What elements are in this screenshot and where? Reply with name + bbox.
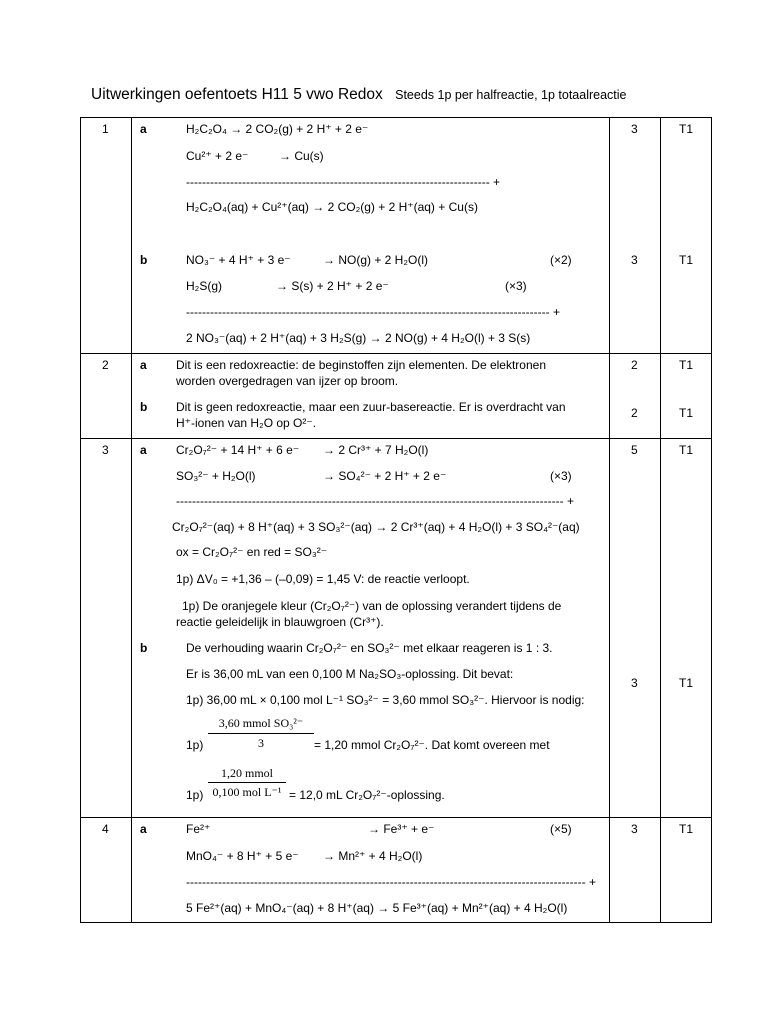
taxonomy-code: T1 xyxy=(679,253,694,267)
voltage-calculation: 1p) ΔV₀ = +1,36 – (–0,09) = 1,45 V: de reactie verloopt. xyxy=(176,572,470,586)
question-number: 3 xyxy=(102,443,109,457)
half-reaction-right: → S(s) + 2 H⁺ + 2 e⁻ xyxy=(276,279,389,293)
sum-divider: ------------------------------------------------------------------------------------------- + xyxy=(186,305,560,319)
oxidator-reductor: ox = Cr₂O₇²⁻ en red = SO₃²⁻ xyxy=(176,545,328,559)
multiplication-factor: (×3) xyxy=(505,279,527,293)
answer-cell xyxy=(132,118,610,354)
multiplication-factor: (×3) xyxy=(550,469,572,483)
half-reaction-left: Cr₂O₇²⁻ + 14 H⁺ + 6 e⁻ xyxy=(176,443,300,457)
colour-change-text: 1p) De oranjegele kleur (Cr₂O₇²⁻) van de oplossing verandert tijdens de xyxy=(182,599,562,613)
question-row-2 xyxy=(81,354,712,439)
calculation-step: = 12,0 mL Cr₂O₇²⁻-oplossing. xyxy=(289,788,445,802)
taxonomy-code: T1 xyxy=(679,822,694,836)
fraction-numerator: 3,60 mmol SO₃²⁻ xyxy=(218,716,304,730)
answer-text: H⁺-ionen van H₂O op O²⁻. xyxy=(176,416,317,430)
part-label-b: b xyxy=(140,253,148,267)
title-subtitle: Steeds 1p per halfreactie, 1p totaalreactie xyxy=(395,88,627,102)
calculation-step: = 1,20 mmol Cr₂O₇²⁻. Dat komt overeen met xyxy=(314,738,550,752)
points-value: 3 xyxy=(631,676,638,690)
title-main: Uitwerkingen oefentoets H11 5 vwo Redox xyxy=(91,86,383,103)
fraction-numerator: 1,20 mmol xyxy=(220,766,273,780)
points-value: 3 xyxy=(631,253,638,267)
answer-text: worden overgedragen van ijzer op broom. xyxy=(176,374,399,388)
part-label-a: a xyxy=(140,122,147,136)
colour-change-text: reactie geleidelijk in blauwgroen (Cr³⁺). xyxy=(176,615,384,629)
points-value: 3 xyxy=(631,122,638,136)
question-number: 2 xyxy=(102,358,109,372)
half-reaction-left: H₂S(g) xyxy=(186,279,222,293)
question-row-1 xyxy=(81,118,712,354)
total-reaction: Cr₂O₇²⁻(aq) + 8 H⁺(aq) + 3 SO₃²⁻(aq) → 2 Cr³⁺(aq) + 4 H₂O(l) + 3 SO₄²⁻(aq) xyxy=(172,520,580,534)
total-reaction: 5 Fe²⁺(aq) + MnO₄⁻(aq) + 8 H⁺(aq) → 5 Fe³⁺(aq) + Mn²⁺(aq) + 4 H₂O(l) xyxy=(186,901,568,915)
taxonomy-code: T1 xyxy=(679,406,694,420)
fraction-bar xyxy=(208,782,286,783)
half-reaction-right: → Mn²⁺ + 4 H₂O(l) xyxy=(323,849,423,863)
half-reaction-left: Fe²⁺ xyxy=(186,822,211,836)
taxonomy-code: T1 xyxy=(679,358,694,372)
given-text: Er is 36,00 mL van een 0,100 M Na₂SO₃-oplossing. Dit bevat: xyxy=(186,667,514,681)
question-row-3 xyxy=(81,439,712,818)
question-row-4 xyxy=(81,818,712,923)
fraction-denominator: 0,100 mol L⁻¹ xyxy=(212,785,282,799)
sum-divider: ---------------------------------------------------------------------------------------------------- + xyxy=(186,875,596,889)
part-label-a: a xyxy=(140,358,147,372)
half-reaction-right: → SO₄²⁻ + 2 H⁺ + 2 e⁻ xyxy=(323,469,447,483)
taxonomy-code: T1 xyxy=(679,122,694,136)
half-reaction: H₂C₂O₄ → 2 CO₂(g) + 2 H⁺ + 2 e⁻ xyxy=(186,122,369,136)
half-reaction-right: → Cu(s) xyxy=(279,149,324,163)
total-reaction: 2 NO₃⁻(aq) + 2 H⁺(aq) + 3 H₂S(g) → 2 NO(g) + 4 H₂O(l) + 3 S(s) xyxy=(186,331,531,345)
question-number: 4 xyxy=(102,822,109,836)
half-reaction-right: → Fe³⁺ + e⁻ xyxy=(368,822,435,836)
sum-divider: ------------------------------------------------------------------------------------------------- + xyxy=(176,494,574,508)
part-label-b: b xyxy=(140,400,148,414)
part-label-b: b xyxy=(140,641,148,655)
half-reaction-left: SO₃²⁻ + H₂O(l) xyxy=(176,469,256,483)
points-value: 2 xyxy=(631,358,638,372)
fraction-sulfite xyxy=(208,716,314,750)
part-label-a: a xyxy=(140,822,147,836)
points-value: 3 xyxy=(631,822,638,836)
half-reaction-left: MnO₄⁻ + 8 H⁺ + 5 e⁻ xyxy=(186,849,299,863)
question-number: 1 xyxy=(102,122,109,136)
ratio-text: De verhouding waarin Cr₂O₇²⁻ en SO₃²⁻ met elkaar reageren is 1 : 3. xyxy=(186,641,553,655)
answer-text: Dit is een redoxreactie: de beginstoffen zijn elementen. De elektronen xyxy=(176,358,547,372)
half-reaction-left: Cu²⁺ + 2 e⁻ xyxy=(186,149,249,163)
taxonomy-code: T1 xyxy=(679,676,694,690)
page-title xyxy=(91,86,751,104)
taxonomy-code: T1 xyxy=(679,443,694,457)
answer-text: Dit is geen redoxreactie, maar een zuur-basereactie. Er is overdracht van xyxy=(176,400,566,414)
calculation-prefix: 1p) xyxy=(186,738,204,752)
points-value: 2 xyxy=(631,406,638,420)
calculation-prefix: 1p) xyxy=(186,788,204,802)
total-reaction: H₂C₂O₄(aq) + Cu²⁺(aq) → 2 CO₂(g) + 2 H⁺(aq) + Cu(s) xyxy=(186,200,478,214)
fraction-volume xyxy=(208,766,286,800)
part-label-a: a xyxy=(140,443,147,457)
half-reaction-right: → NO(g) + 2 H₂O(l) xyxy=(323,253,428,267)
answer-table xyxy=(80,117,712,923)
sum-divider: ---------------------------------------------------------------------------- + xyxy=(186,175,501,189)
code-cell xyxy=(661,118,712,354)
half-reaction-left: NO₃⁻ + 4 H⁺ + 3 e⁻ xyxy=(186,253,291,267)
points-value: 5 xyxy=(631,443,638,457)
fraction-bar xyxy=(208,733,314,734)
half-reaction-right: → 2 Cr³⁺ + 7 H₂O(l) xyxy=(323,443,429,457)
calculation-step: 1p) 36,00 mL × 0,100 mol L⁻¹ SO₃²⁻ = 3,60 mmol SO₃²⁻. Hiervoor is nodig: xyxy=(186,693,585,707)
multiplication-factor: (×2) xyxy=(550,253,572,267)
fraction-denominator: 3 xyxy=(258,736,264,750)
question-number-cell xyxy=(81,118,132,354)
multiplication-factor: (×5) xyxy=(550,822,572,836)
points-cell xyxy=(610,118,661,354)
